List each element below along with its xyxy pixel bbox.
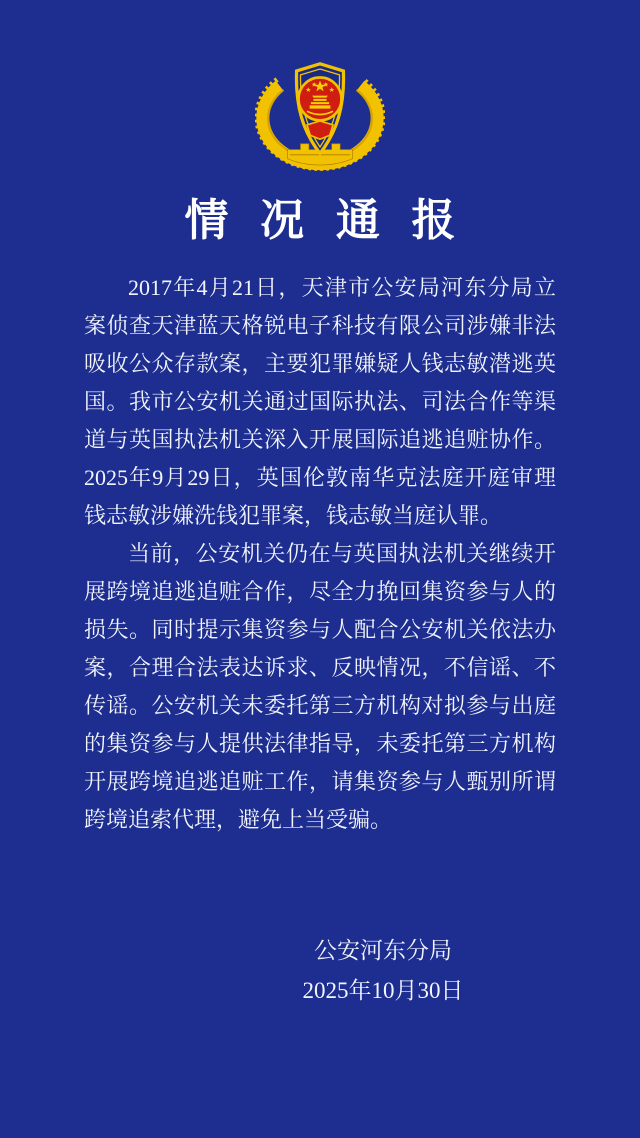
notice-paragraph-1: 2017年4月21日，天津市公安局河东分局立案侦查天津蓝天格锐电子科技有限公司涉嫌非法吸收公众存款案，主要犯罪嫌疑人钱志敏潜逃英国。我市公安机关通过国际执法、司法合作等渠道与英国执法机关深入开展国际追逃追赃协作。2025年9月29日，英国伦敦南华克法庭开庭审理钱志敏涉嫌洗钱犯罪案，钱志敏当庭认罪。 bbox=[84, 275, 556, 528]
notice-paragraph-2: 当前，公安机关仍在与英国执法机关继续开展跨境追逃追赃合作，尽全力挽回集资参与人的损失。同时提示集资参与人配合公安机关依法办案，合理合法表达诉求、反映情况，不信谣、不传谣。公安机关未委托第三方机构对拟参与出庭的集资参与人提供法律指导，未委托第三方机构开展跨境追逃追赃工作，请集资参与人甄别所谓跨境追索代理，避免上当受骗。 bbox=[84, 541, 556, 832]
signature-agency: 公安河东分局 bbox=[314, 938, 452, 963]
police-badge-icon bbox=[255, 56, 385, 173]
signature-date: 2025年10月30日 bbox=[302, 978, 464, 1003]
page-title: 情况通报 bbox=[184, 196, 488, 245]
notice-body bbox=[84, 269, 556, 839]
signature-block bbox=[0, 931, 640, 1011]
badge-container bbox=[0, 0, 640, 173]
